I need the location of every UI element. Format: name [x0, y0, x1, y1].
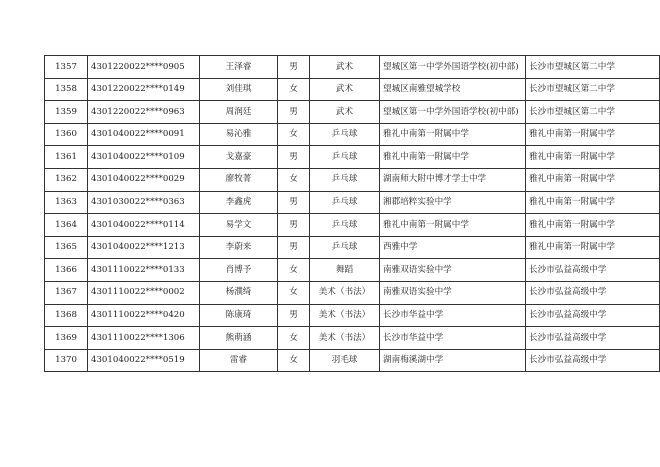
row-number-cell: 1359 — [45, 101, 88, 124]
id-number-cell: 4301040022****0091 — [88, 123, 200, 146]
specialty-cell: 乒乓球 — [310, 146, 380, 169]
source-school-cell: 望城区第一中学外国语学校(初中部) — [380, 101, 526, 124]
source-school-cell: 雅礼中南第一附属中学 — [380, 146, 526, 169]
id-number-cell: 4301030022****0363 — [88, 191, 200, 214]
specialty-cell: 舞蹈 — [310, 259, 380, 282]
student-name-cell: 刘佳琪 — [200, 78, 278, 101]
id-number-cell: 4301040022****0029 — [88, 168, 200, 191]
specialty-cell: 乒乓球 — [310, 191, 380, 214]
admitted-school-cell: 雅礼中南第一附属中学 — [526, 123, 660, 146]
source-school-cell: 望城区第一中学外国语学校(初中部) — [380, 56, 526, 79]
table-row — [45, 56, 660, 79]
table-row — [45, 236, 660, 259]
source-school-cell: 湖南师大附中博才学士中学 — [380, 168, 526, 191]
table-row — [45, 281, 660, 304]
gender-cell: 男 — [278, 236, 310, 259]
source-school-cell: 湘郡培粹实验中学 — [380, 191, 526, 214]
id-number-cell: 4301110022****1306 — [88, 327, 200, 350]
gender-cell: 女 — [278, 259, 310, 282]
specialty-cell: 乒乓球 — [310, 123, 380, 146]
table-row — [45, 146, 660, 169]
student-name-cell: 杨濮绮 — [200, 281, 278, 304]
table-row — [45, 304, 660, 327]
gender-cell: 女 — [278, 349, 310, 372]
id-number-cell: 4301220022****0149 — [88, 78, 200, 101]
admitted-school-cell: 长沙市弘益高级中学 — [526, 259, 660, 282]
admitted-school-cell: 长沙市望城区第二中学 — [526, 56, 660, 79]
table-row — [45, 349, 660, 372]
gender-cell: 男 — [278, 101, 310, 124]
specialty-cell: 美术（书法） — [310, 281, 380, 304]
source-school-cell: 雅礼中南第一附属中学 — [380, 123, 526, 146]
admitted-school-cell: 长沙市望城区第二中学 — [526, 101, 660, 124]
specialty-cell: 武术 — [310, 56, 380, 79]
source-school-cell: 西雅中学 — [380, 236, 526, 259]
source-school-cell: 长沙市华益中学 — [380, 304, 526, 327]
row-number-cell: 1357 — [45, 56, 88, 79]
admitted-school-cell: 长沙市望城区第二中学 — [526, 78, 660, 101]
gender-cell: 女 — [278, 168, 310, 191]
student-name-cell: 陈康琦 — [200, 304, 278, 327]
id-number-cell: 4301040022****0114 — [88, 214, 200, 237]
admitted-school-cell: 雅礼中南第一附属中学 — [526, 191, 660, 214]
roster-table-body — [45, 56, 660, 372]
admitted-school-cell: 雅礼中南第一附属中学 — [526, 236, 660, 259]
student-name-cell: 肖博予 — [200, 259, 278, 282]
row-number-cell: 1365 — [45, 236, 88, 259]
specialty-cell: 武术 — [310, 101, 380, 124]
admitted-school-cell: 雅礼中南第一附属中学 — [526, 214, 660, 237]
table-row — [45, 101, 660, 124]
row-number-cell: 1368 — [45, 304, 88, 327]
admitted-school-cell: 长沙市弘益高级中学 — [526, 327, 660, 350]
student-name-cell: 李蔚来 — [200, 236, 278, 259]
row-number-cell: 1364 — [45, 214, 88, 237]
student-name-cell: 周润廷 — [200, 101, 278, 124]
row-number-cell: 1360 — [45, 123, 88, 146]
row-number-cell: 1358 — [45, 78, 88, 101]
specialty-cell: 美术（书法） — [310, 327, 380, 350]
row-number-cell: 1367 — [45, 281, 88, 304]
row-number-cell: 1363 — [45, 191, 88, 214]
admitted-school-cell: 雅礼中南第一附属中学 — [526, 146, 660, 169]
gender-cell: 女 — [278, 78, 310, 101]
id-number-cell: 4301110022****0133 — [88, 259, 200, 282]
id-number-cell: 4301220022****0963 — [88, 101, 200, 124]
student-name-cell: 李鑫虎 — [200, 191, 278, 214]
source-school-cell: 湖南梅溪湖中学 — [380, 349, 526, 372]
gender-cell: 男 — [278, 56, 310, 79]
gender-cell: 男 — [278, 191, 310, 214]
table-row — [45, 214, 660, 237]
student-name-cell: 廖牧菁 — [200, 168, 278, 191]
student-name-cell: 戈嘉豪 — [200, 146, 278, 169]
specialty-cell: 乒乓球 — [310, 236, 380, 259]
gender-cell: 女 — [278, 281, 310, 304]
source-school-cell: 南雅双语实验中学 — [380, 281, 526, 304]
id-number-cell: 4301110022****0420 — [88, 304, 200, 327]
row-number-cell: 1370 — [45, 349, 88, 372]
table-row — [45, 78, 660, 101]
row-number-cell: 1369 — [45, 327, 88, 350]
specialty-cell: 乒乓球 — [310, 168, 380, 191]
table-row — [45, 123, 660, 146]
student-name-cell: 易沁雅 — [200, 123, 278, 146]
specialty-cell: 羽毛球 — [310, 349, 380, 372]
id-number-cell: 4301110022****0002 — [88, 281, 200, 304]
table-row — [45, 191, 660, 214]
admitted-school-cell: 雅礼中南第一附属中学 — [526, 168, 660, 191]
specialty-cell: 乒乓球 — [310, 214, 380, 237]
admitted-school-cell: 长沙市弘益高级中学 — [526, 349, 660, 372]
source-school-cell: 雅礼中南第一附属中学 — [380, 214, 526, 237]
table-row — [45, 168, 660, 191]
source-school-cell: 南雅双语实验中学 — [380, 259, 526, 282]
table-row — [45, 327, 660, 350]
row-number-cell: 1361 — [45, 146, 88, 169]
student-name-cell: 熊萌涵 — [200, 327, 278, 350]
student-name-cell: 易学文 — [200, 214, 278, 237]
id-number-cell: 4301040022****0109 — [88, 146, 200, 169]
gender-cell: 男 — [278, 146, 310, 169]
roster-table — [44, 55, 660, 372]
gender-cell: 女 — [278, 327, 310, 350]
id-number-cell: 4301220022****0905 — [88, 56, 200, 79]
source-school-cell: 长沙市华益中学 — [380, 327, 526, 350]
specialty-cell: 武术 — [310, 78, 380, 101]
id-number-cell: 4301040022****0519 — [88, 349, 200, 372]
specialty-cell: 美术（书法） — [310, 304, 380, 327]
gender-cell: 女 — [278, 123, 310, 146]
row-number-cell: 1366 — [45, 259, 88, 282]
id-number-cell: 4301040022****1213 — [88, 236, 200, 259]
row-number-cell: 1362 — [45, 168, 88, 191]
table-row — [45, 259, 660, 282]
gender-cell: 男 — [278, 304, 310, 327]
gender-cell: 男 — [278, 214, 310, 237]
admitted-school-cell: 长沙市弘益高级中学 — [526, 281, 660, 304]
student-name-cell: 王泽睿 — [200, 56, 278, 79]
student-name-cell: 雷睿 — [200, 349, 278, 372]
admitted-school-cell: 长沙市弘益高级中学 — [526, 304, 660, 327]
source-school-cell: 望城区南雅望城学校 — [380, 78, 526, 101]
